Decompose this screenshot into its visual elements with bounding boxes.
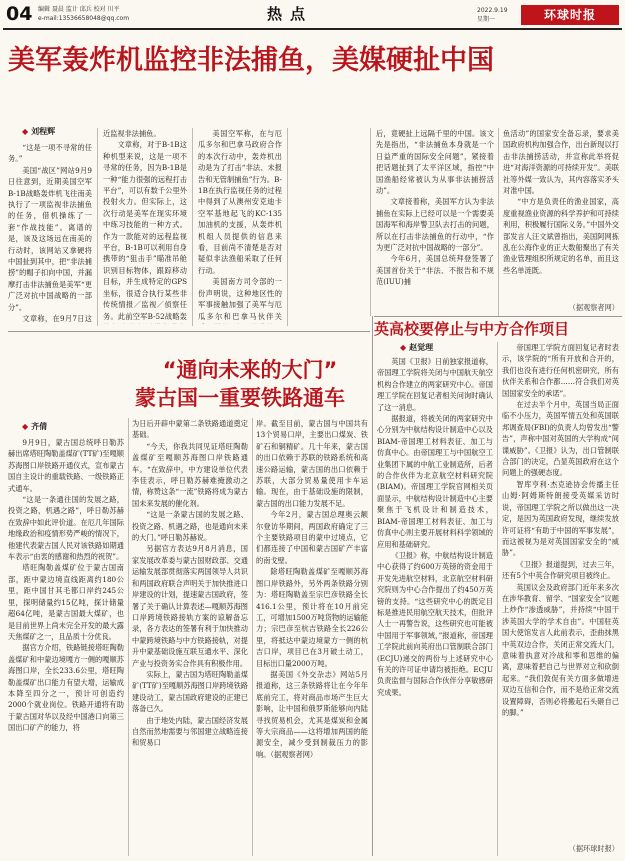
section-divider <box>8 331 370 332</box>
paragraph: 文章称，对于B-1B这种机型来说，这是一项不寻常的任务，因为B-1B是一种“能力很强的远程打击平台”，可以有数千公里外投射火力。但实际上，这次行动是美军在现实环境中练习技能的一种方式。作为一款能对的远程监视平台，B-1B可以利用自身携带的“狙击手”瞄准吊舱识别目标物体，跟踪移动目标，并生成特定的GPS坐标，很适合执行某些非传统情报／监视／侦察任务。此前空军B-52战略轰 <box>103 140 187 321</box>
paragraph: 岸。截至目前，蒙古国与中国共有13个贸易口岸，主要出口煤炭、铁矿石和铜精矿。几十年来，蒙古国的出口依赖于苏联的铁路系统和高速公路运输，蒙古国的出口依赖于苏联，大部分贸易量使用卡车运输。现在，由于基础设施的限制，蒙古国的出口能力发展不足。 <box>256 419 368 508</box>
paragraph: 据官方介绍，铁路链接塔旺陶勒盖煤矿和中蒙边境嘎方一侧的嘎顺苏海图口岸，全长233.6公里，塔旺陶勒盖煤矿出口能力有望大增，运输成本降至四分之一，预计可创造约2000个就业岗位。铁路开通将有助于蒙古国对华以及经中国港口向第三国出口矿产的能力，将 <box>8 643 124 733</box>
editor-credits: 编辑 聂晨 监计 邱兵 校对 川平 <box>38 6 120 13</box>
paragraph: “这是一项不寻常的任务。” <box>8 143 92 164</box>
article3-credit: （据环球时报） <box>568 844 619 853</box>
paragraph: 文章接着称，美国军方认为非法捕鱼在实际上已经可以是一个需要美国海军和海岸警卫队去打击的问题，所以在打击非法捕鱼的行动中，“作为更广泛对抗中国战略的一部分”。 <box>376 197 494 253</box>
paragraph: “中方是负责任的渔业国家，高度重视渔业资源的科学养护和可持续利用，积极履行国际义务。”中国外交部发言人汪文斌曾指出，美国阿网拣乱在公海作业的正大数船聚出了有关渔业管理组织所规定的名单，而且这些名单涟既。 <box>503 197 619 275</box>
article2-byline <box>22 421 47 433</box>
article3-column-2 <box>502 342 619 842</box>
paragraph: 《卫报》称，中航结构设计制造中心获得了约600万英镑的资金用于开发先进航空材料，北京航空材料研究院则为中心合作提出了约450万英镑的支持。“这些研究中心的既定目标是推进民用航空航天技术，但批评人士一再警告说，这些研究也可能被中国用于军事领域，”报道称，帝国理工学院此前向英府出口管制联合部门(ECJU)递交的两份与上述研究中心有关的许可证申请均被拒绝。ECJU负责监督与国际合作伙伴分享敏感研究成果。 <box>377 550 493 697</box>
paragraph: 美国南方司令部的一份声明说，这种地区性的军事接触加强了美军与厄瓜多尔和巴拿马伙伴关 <box>198 277 282 321</box>
section-divider <box>374 316 622 317</box>
article1-column-5 <box>503 128 619 302</box>
article2-author: 齐倩 <box>31 422 48 431</box>
column-divider <box>97 128 98 326</box>
paragraph: 鱼活动”的国家安全备忘录，要求美国政府机构加强合作，出台新现以打击非法捕捞活动，并宣称此举将促进“对海洋资源的可持续开发”。美联社等外媒一致认为，其内容落实矛头对准中国。 <box>503 129 619 196</box>
section-title: 热点 <box>267 5 314 23</box>
article3-byline <box>400 342 433 354</box>
byline-marker-icon: ◆ <box>22 422 29 431</box>
page-header <box>0 0 625 36</box>
byline-marker-icon: ◆ <box>22 127 29 136</box>
paragraph: 后，竟硬扯上远隔千里的中国。该文先是指出，“非法捕鱼本身就是一个日益严重的国际安全问题”，紧接着把话题扯到了太平洋区域，指控“中国渔船经常被认为从事非法捕捞活动”。 <box>376 129 494 196</box>
article2-column-2 <box>132 418 248 855</box>
paragraph: 据美国《外交杂志》网站5月报道称，这三条铁路将让在今年年底前完工，将对商品市场产生巨大影响，让中国和俄罗斯能够向内陆寻找贸易机会，尤其是煤炭和金属等大宗商品——这将增加两国的能源安全，减少受到制裁压力的影响。（据观察者网） <box>256 669 368 759</box>
issue-date: 2022.9.19 <box>477 7 508 14</box>
paragraph: 美国空军称，在与厄瓜多尔和巴拿马政府合作的本次行动中，轰炸机出动是为了打击“非法、未报告和无管制捕鱼”行为。B-1B在执行监视任务的过程中得到了从澳州安克迪卡空军基地起飞的KC-135加油机的支援，从轰炸机机组人员提供的信息来看，目前尚不清楚是否对疑似非法渔船采取了任何行动。 <box>198 129 282 275</box>
paragraph: “这是一条通往国的发展之路，投资之路，机遇之路”，呼日勒苏赫在致辞中如此评价道。在厄几年国际地缘政治和疫情形势严峻的情况下，他建代表蒙古国人民对该铁路如期通车表示“由衷的感谢和热烈的祝贺”。 <box>8 495 124 562</box>
article3-headline: 英高校要停止与中方合作项目 <box>374 320 570 338</box>
paragraph: 据报道，将被关闭的两家研究中心分别为中航结构设计制造中心以及BIAM-帝国理工材料表征、加工与仿真中心。由帝国理工与中国航空工业集团下属的中航工业制造所，后者的合作伙伴为北京航空材料研究院(BIAM)。帝国理工学院官网相关页面显示，中航结构设计制造中心主要聚焦于飞机设计和制造技术，BIAM-帝国理工材料表征、加工与仿真中心则主要开展材料科学领域的应用和基础研究。 <box>377 414 493 549</box>
article2-title-line1: “通向未来的大门” <box>162 358 338 382</box>
paragraph: 由于地处内陆，蒙古国经济发展自然而然地需要与邻国建立战略连接和贸易口 <box>132 715 248 748</box>
paragraph: 《卫报》报道提到，过去三年，还有5个中英合作研究项目被终止。 <box>502 559 619 581</box>
byline-marker-icon: ◆ <box>400 343 407 352</box>
column-divider <box>287 128 288 326</box>
paragraph: 9月9日，蒙古国总统呼日勒苏赫出席塔旺陶勒盖煤矿(TT矿)至嘎顺苏海图口岸铁路开通仪式，宣布蒙古国自主设计的重载铁路、一级铁路正式通车。 <box>8 438 124 493</box>
article1-column-1 <box>8 142 92 324</box>
article3-column-1 <box>377 356 493 855</box>
column-divider <box>370 128 371 316</box>
article1-author: 刘程辉 <box>31 127 56 136</box>
paragraph: “这是一条蒙古国的发展之路、投资之路、机遇之路，也是通向未来的大门。”呼日勒苏赫说。 <box>132 510 248 543</box>
paragraph: 智库亨利·杰克逊协会传播主任山姆·阿姆斯特朗接受英媒采访时说，帝国理工学院之所以做出这一决定，是因为英国政府发现，继续发放许可证将“有助于中国的军事发展”，而这被视为是对英国国家安全的“威胁”。 <box>502 479 619 558</box>
article1-column-3 <box>198 128 282 324</box>
paragraph: 为日后开辟中蒙第二条铁路通道奠定基础。 <box>132 419 248 440</box>
contact-email: e-mail:13536658048@qq.com <box>38 15 130 22</box>
section-vertical-divider <box>372 316 373 856</box>
column-divider <box>252 418 253 856</box>
column-divider <box>128 418 129 856</box>
paragraph: 美国“战区”网站9月9日往意到，近期美国空军B-1B战略轰炸机飞往南美执行了一项监视非法捕鱼的任务，借机操练了一套“作战技能”。离谱的是，该及这场远在南美的行动时，该网站又拿硬将中国扯到其中，把“非法捕捞”的帽子扣向中国，并漏摩打击非法捕鱼是美军“更广泛对抗中国战略的一部分”。 <box>8 165 92 312</box>
article1-column-2 <box>103 128 187 324</box>
article2-column-1 <box>8 437 124 855</box>
article2-title-line2: 蒙古国一重要铁路通车 <box>135 386 345 410</box>
paragraph: 实际上，蒙古国为塔旺陶勒盖煤矿(TT矿)至嘎顺苏海图口岸跨境铁路建设动工，蒙古国政府建设的正建已落备已久。 <box>132 669 248 714</box>
column-divider <box>498 128 499 316</box>
issue-weekday: 星期一 <box>477 16 496 23</box>
paragraph: “今天，你我共同见证塔旺陶勒盖煤矿至嘎顺苏海图口岸铁路通车。“在致辞中，中方建设单位代表李佳表示，呼日勒苏赫难掩激动之情，称赞这条“一流”铁路将成为蒙古国未来发展的催化剂。 <box>132 441 248 508</box>
header-rule <box>3 28 622 30</box>
paragraph: 今年2月，蒙古国总理奥云额尔登访华期间，两国政府确定了三个主要铁路项目的蒙中过境点，它们都连接了中国和蒙古国矿产丰富的南戈壁。 <box>256 510 368 565</box>
paragraph: 另据官方表达9月8月消息，国家发展改革委与蒙古国财政部、交通运输发展部贯彻落实两国领导人共识和两国政府联合声明关于加快推进口岸建设的计划，提速蒙古国政府，签署了关于确认计算表述—嘎顺苏海图口岸跨境铁路接轨方案的谅解备忘录，各方表达的签署有利于加快推动中蒙跨境铁路与中方铁路接轨，对提升中蒙基础设施互联互通水平、深化产业与投资务实合作具有积极作用。 <box>132 544 248 668</box>
paragraph: 文章称，在9月7日这 <box>22 314 92 324</box>
article1-column-4b <box>376 128 494 316</box>
article2-column-3 <box>256 418 368 855</box>
article1-byline <box>22 126 55 138</box>
paragraph: 英国议会及政府部门近年来多次在涉华教育、留学、“国家安全”议题上炒作“渗透威胁”，并持续“中国干涉英国大学的学术自由”。中国驻英国大使馆发言人此前表示，歪曲抹黑中英双边合作，关闭正常交流大门，意味着执意对冷战和零和思维的偏离，意味着把自己与世界对立和砍倒起来。“我们敦促有关方面多做增进双边互信和合作，而不是给正常交流设置障碍，否则必将搬起石头砸自己的脚。” <box>502 582 619 717</box>
paragraph: 帝国理工学院方面回复记者时表示，该学院的“所有开放和合开的，我们也没有进行任何机密研究，所有伙伴关系和合作都……符合我们对英国国家安全的承诺”。 <box>502 343 619 398</box>
page-number: 04 <box>6 3 33 25</box>
paragraph: 塔旺陶勒盖煤矿位于蒙古国南部，距中蒙边境直线距离约180公里，距中国甘其毛都口岸约245公里，探明储量约15亿吨，探计储量超64亿吨，是蒙古国最大煤矿，也是目前世界上尚未完全开发的最大露天焦煤矿之一，且品质十分优良。 <box>8 563 124 641</box>
newspaper-logo: 环球时报 <box>521 5 619 25</box>
article1-headline: 美军轰炸机监控非法捕鱼，美媒硬扯中国 <box>8 45 494 76</box>
paragraph: 在过去半个月中，英国当局正面临不小压力，英国军情五处和英国联邦调查局(FBI)的负责人均曾发出“警告”，声称中国对英国的大学构成“间谍威胁”。《卫报》认为，出口管制联合部门的决定，凸显英国政府在这个问题上的强硬态度。 <box>502 400 619 478</box>
column-divider <box>497 342 498 856</box>
paragraph: 英国《卫报》日前独家报道称，帝国理工学院将关闭与中国航天航空机构合作建立的两家研究中心。帝国理工学院在回复记者相关问询时确认了这一消息。 <box>377 357 493 412</box>
paragraph: 除塔旺陶勒盖煤矿至嘎顺苏海图口岸铁路外，另外两条铁路分别为：塔旺陶勒盖至宗巴彦铁路全长416.1公里，预计将在10月前完工，可增加1500万吨货物的运输能力；宗巴彦至杭吉铁路全长226公里，将抵达中蒙边境蒙方一侧的杭吉口岸，项目已在3月破土动工，目标出口量2000万吨。 <box>256 567 368 668</box>
paragraph: 今年6月，美国总统拜登签署了美国首份关于“非法、不报告和不规范(IUU)捕 <box>376 254 494 287</box>
article1-credit: （据观察者网） <box>568 303 619 312</box>
paragraph: 近监视非法捕鱼。 <box>103 129 161 138</box>
column-divider <box>192 128 193 326</box>
article3-author: 赵觉理 <box>409 343 434 352</box>
